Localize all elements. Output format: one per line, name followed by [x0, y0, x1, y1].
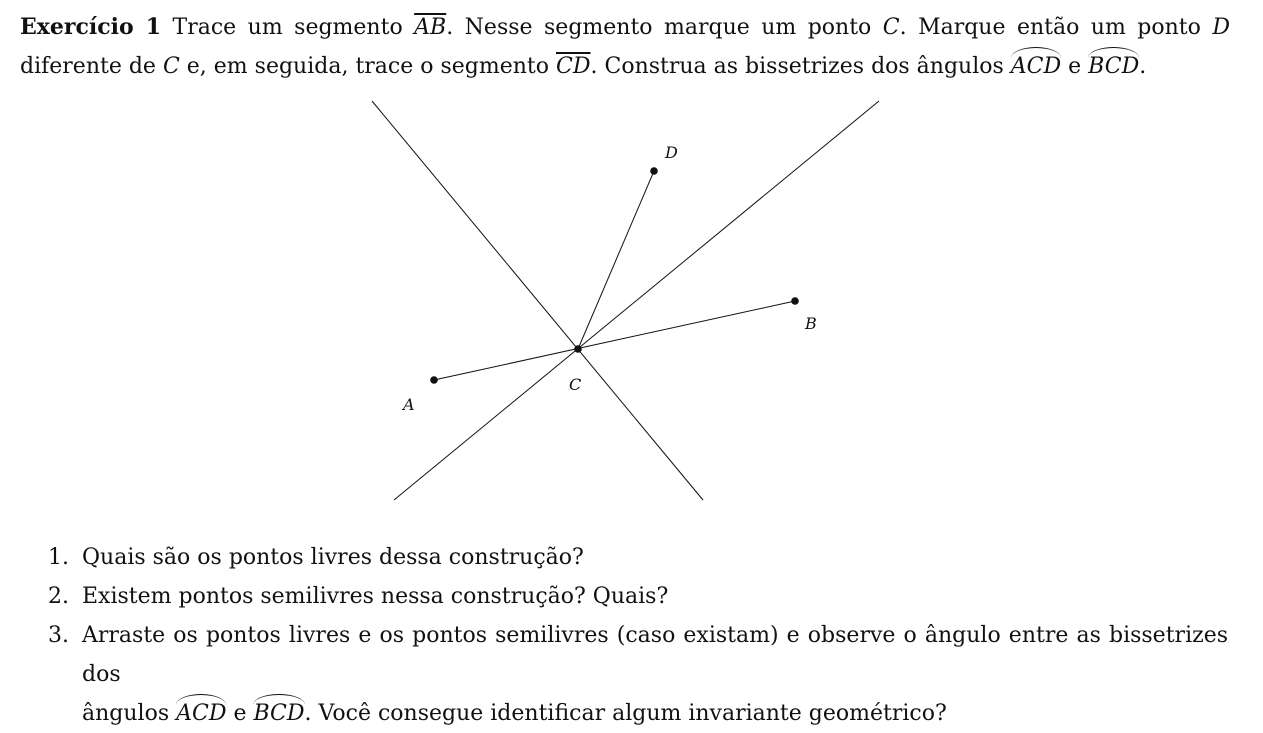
statement-text: .: [1139, 54, 1147, 79]
segment-ab-line: [434, 301, 795, 380]
question-1: [48, 538, 1228, 577]
statement-text: e: [1061, 54, 1089, 79]
exercise-heading: Exercício 1: [20, 14, 162, 40]
point-a[interactable]: [430, 376, 438, 384]
segment-cd-line: [578, 171, 654, 349]
question-text: . Você consegue identificar algum invariante geométrico?: [304, 701, 947, 726]
statement-text: . Nesse segmento marque um ponto: [446, 15, 883, 40]
segment-cd: $\overline{CD}$: [556, 54, 591, 79]
point-d[interactable]: [650, 167, 658, 175]
label-d: D: [665, 143, 678, 162]
statement-text: Trace um segmento: [161, 15, 415, 40]
label-c: C: [569, 375, 582, 394]
question-text: e: [226, 701, 254, 726]
segment-ab: $\overline{AB}$: [414, 15, 447, 40]
statement-text: diferente de: [20, 54, 163, 79]
question-2: [48, 577, 1228, 616]
angle-bcd: BCD: [1088, 54, 1140, 79]
label-b: B: [805, 314, 817, 333]
point-d-ref: D: [1212, 15, 1230, 40]
question-text: Arraste os pontos livres e os pontos semilivres (caso existam) e observe o ângulo entre as bissetrizes dos: [82, 623, 1228, 687]
question-text: Existem pontos semilivres nessa construção? Quais?: [82, 584, 669, 609]
bisector-line-bcd: [394, 101, 879, 500]
point-c-ref: C: [162, 54, 180, 79]
label-a: A: [403, 395, 415, 414]
question-3: [48, 616, 1228, 733]
statement-text: . Construa as bissetrizes dos ângulos: [590, 54, 1011, 79]
question-text: ângulos: [82, 701, 177, 726]
angle-acd: ACD: [1010, 54, 1062, 79]
angle-bcd: BCD: [253, 701, 305, 726]
question-list: [48, 538, 1228, 733]
angle-acd: ACD: [176, 701, 227, 726]
statement-text: . Marque então um ponto: [899, 15, 1213, 40]
statement-text: e, em seguida, trace o segmento: [179, 54, 557, 79]
question-number: 3.: [48, 623, 69, 648]
bisector-line-acd: [372, 101, 703, 500]
point-b[interactable]: [791, 297, 799, 305]
question-text: Quais são os pontos livres dessa construção?: [82, 545, 584, 570]
question-number: 2.: [48, 584, 69, 609]
question-number: 1.: [48, 545, 69, 570]
point-c-ref: C: [882, 15, 900, 40]
point-c[interactable]: [574, 345, 582, 353]
